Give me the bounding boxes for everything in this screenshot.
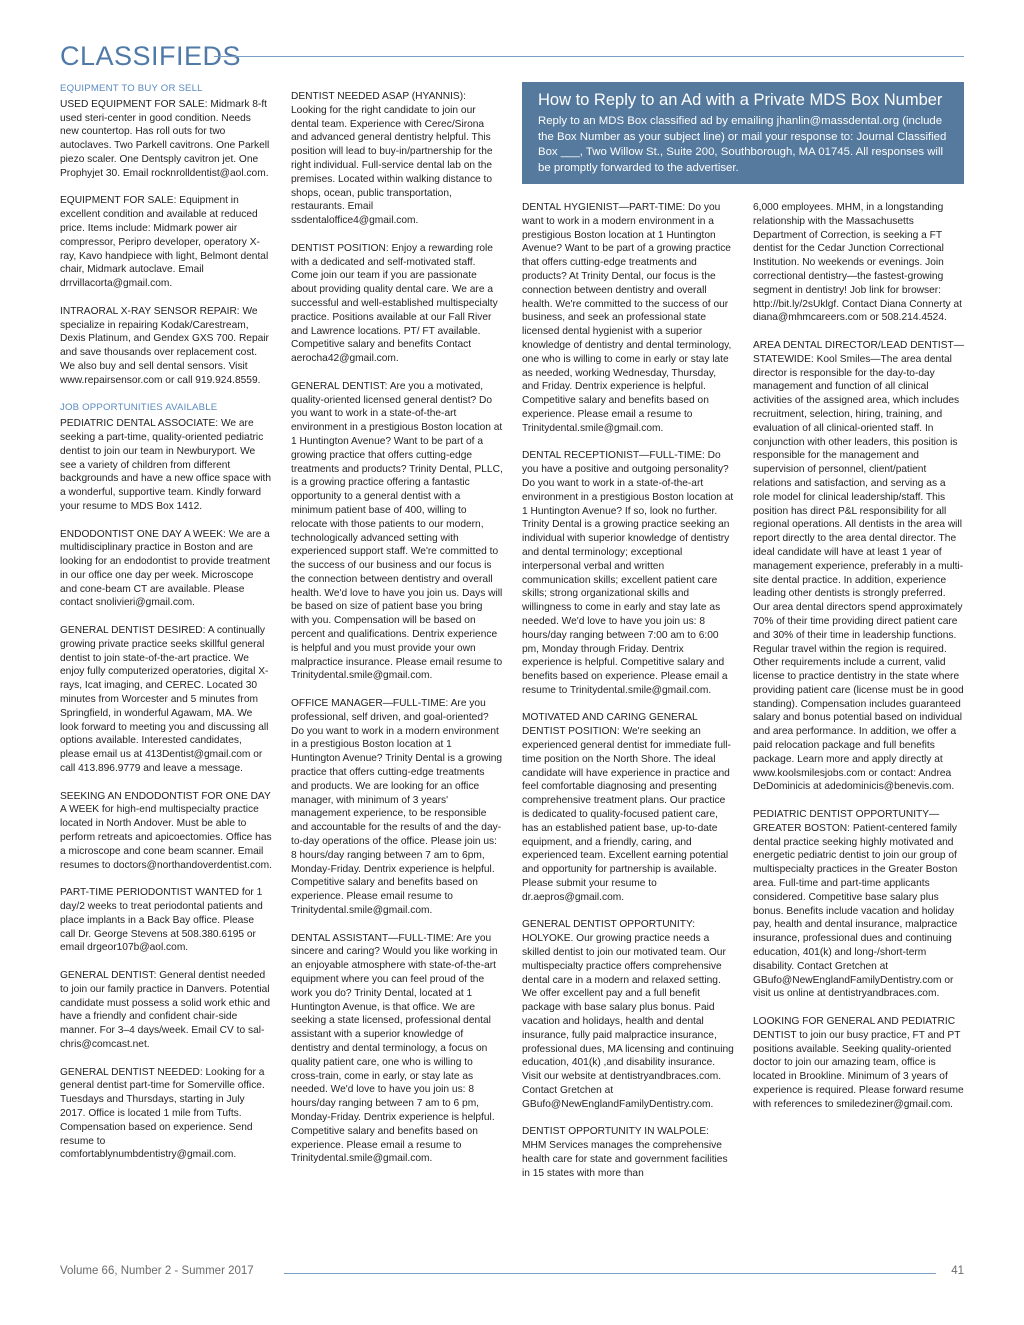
ads-equipment	[60, 98, 272, 388]
classified-ad	[522, 449, 734, 697]
classified-ad	[753, 201, 965, 325]
footer-rule	[284, 1273, 936, 1274]
ad-title: GENERAL DENTIST DESIRED:	[60, 625, 206, 637]
column-3	[522, 201, 734, 1194]
section-heading-jobs: JOB OPPORTUNITIES AVAILABLE	[60, 402, 218, 414]
ad-body: Midmark 8-ft used steri-center in good condition. Needs new countertop. Has roll outs for two autoclaves. Two Parkell cavitrons. One Parkell piezo scaler. One Dentsply cavitron jet. One Prophyjet 30. Email rocknrolldentist@aol.com.	[60, 98, 270, 179]
ad-body: Do you have a positive and outgoing personality? Do you want to work in a state-of-the-art environment in a prestigious Boston location at 1 Huntington Avenue? If so, look no further. Trinity Dental is a growing practice seeking an individual with superior knowledge of dentistry and dental terminology; exceptional interpersonal verbal and written communication skills; excellent patient care skills; strong organizational skills and willingness to come in early and stay late as needed. We'd love to have you join us: 8 hours/day ranging between 7:00 am to 6:00 pm, Monday through Friday. Dentrix experience is helpful. Competitive salary and benefits based on experience. Please email a resume to Trinitydental.smile@gmail.com.	[522, 450, 734, 696]
ad-title: SEEKING AN ENDODONTIST FOR ONE DAY A WEEK	[60, 790, 271, 816]
page-header	[60, 40, 964, 74]
ad-title: ENDODONTIST ONE DAY A WEEK:	[60, 528, 226, 540]
ads-column-3	[522, 201, 734, 1181]
ad-title: PART-TIME PERIODONTIST WANTED	[60, 887, 240, 899]
ad-body: A continually growing private practice seeks skillful general dentist to join state-of-the-art practice. We enjoy fully computerized operatories, digital X-rays, Icat imaging, and CEREC. Located 30 minutes from Worcester and 5 minutes from Springfield, in wonderful Agawam, MA. We look forward to meeting you and discussing all options available. Interested candidates, please email us at 413Dentist@gmail.com or call 413.896.9779 and leave a message.	[60, 625, 269, 775]
ad-body: Equipment in excellent condition and available at reduced price. Items include: Midmark power air compressor, Peripro developer, operatory X-ray, Kavo handpiece with light, Belmont dental chair, Midmark autoclave. Email drrvillacorta@gmail.com.	[60, 195, 269, 290]
classified-ad	[291, 380, 503, 684]
classified-ad	[753, 339, 965, 794]
ads-jobs	[60, 417, 272, 1162]
ad-title: GENERAL DENTIST:	[291, 380, 388, 392]
column-2	[291, 90, 503, 1180]
page-number: 41	[951, 1265, 964, 1277]
classified-ad	[291, 242, 503, 366]
ad-body: Are you professional, self driven, and goal-oriented? Do you want to work in a modern environment in a prestigious Boston location at 1 Huntington Avenue? Trinity Dental is a growing practice that offers cutting-edge treatments and products. We are looking for an office manager, with minimum of 3 years' management experience, to be responsible and accountable for the results of and the day-to-day operations of the office. Please join us: 8 hours/day ranging between 7 am to 6pm, Monday-Friday. Dentrix experience is helpful. Competitive salary and benefits based on experience. Please email resume to Trinitydental.smile@gmail.com.	[291, 698, 503, 917]
classified-ad	[60, 790, 272, 873]
classified-ad	[522, 201, 734, 436]
ad-body: Enjoy a rewarding role with a dedicated and self-motivated staff. Come join our team if you are passionate about providing quality dental care. We are a successful and well-established multispecialty practice. Positions available at our Fall River and Lawrence locations. PT/ FT available. Competitive salary and benefits Contact aerocha42@gmail.com.	[291, 242, 498, 365]
issue-info: Volume 66, Number 2 - Summer 2017	[60, 1265, 254, 1277]
column-4	[753, 201, 965, 1125]
classified-ad	[60, 194, 272, 291]
ad-body: We specialize in repairing Kodak/Carestream, Dexis Platinum, and Gendex GXS 700. Repair and save thousands over replacement cost. We also buy and sell dental sensors. Visit www.repairsensor.com or call 919.924.8559.	[60, 305, 269, 386]
ad-title: EQUIPMENT FOR SALE:	[60, 195, 177, 207]
reply-info-box	[522, 82, 964, 184]
ad-body: We are a multidisciplinary practice in Boston and are looking for an endodontist to provide treatment in our office one day per week. Microscope and cone-beam CT are available. Please contact snolivieri@gmail.com.	[60, 528, 271, 609]
classified-ad	[60, 624, 272, 776]
ad-title: DENTIST NEEDED ASAP (HYANNIS):	[291, 91, 466, 102]
ad-title: GENERAL DENTIST NEEDED:	[60, 1066, 203, 1078]
ad-body: We are seeking a part-time, quality-oriented pediatric dentist to join our team in Newburyport. We see a variety of children from different backgrounds and have a new office space with a wonderful, supportive team. Kindly forward your resume to MDS Box 1412.	[60, 418, 272, 512]
classified-ad	[753, 808, 965, 1001]
ad-title: DENTAL ASSISTANT—FULL-TIME:	[291, 932, 454, 944]
ad-body: for high-end multispecialty practice located in North Andover. Must be able to perform retreats and apicoectomies. Office has a microscope and cone beam scanner. Email resumes to doctors@northandoverdentist.com.	[60, 804, 272, 871]
ad-body: to join our busy practice, FT and PT positions available. Seeking quality-oriented doctor to join our amazing team, office is located in Brookline. Minimum of 3 years of experience is required. Please forward resume with references to smiledeziner@gmail.com.	[753, 1029, 964, 1110]
column-1	[60, 82, 272, 1176]
ads-column-4	[753, 201, 965, 1112]
ad-body: Are you sincere and caring? Would you like working in an enjoyable atmosphere with state-of-the-art equipment where you can feel proud of the work you do? Trinity Dental, located at 1 Huntington Avenue, is that office. We are seeking a state licensed, professional dental assistant with a superior knowledge of dentistry and dental terminology, a focus on quality patient care, one who is willing to cross-train, come in early, or stay late as needed. We'd love to have you join us: 8 hours/day ranging between 7 am to 6 pm, Monday-Friday. Dentrix experience is helpful. Competitive salary and benefits based on experience. Please email a resume to Trinitydental.smile@gmail.com.	[291, 932, 498, 1165]
ad-title: DENTAL RECEPTIONIST—FULL-TIME:	[522, 450, 705, 462]
header-rule	[214, 56, 964, 57]
classified-ad	[291, 932, 503, 1167]
classified-ad	[291, 697, 503, 918]
classified-ad	[60, 528, 272, 611]
ad-body: We're seeking an experienced general dentist for immediate full-time position on the North Shore. The ideal candidate will have experience in practice and feel comfortable diagnosing and presenting comprehensive treatment plans. Our practice is dedicated to quality-focused patient care, has an established patient base, up-to-date equipment, and a friendly, caring, and experienced team. Excellent earning potential and opportunity for partnership is available. Please submit your resume to dr.aepros@gmail.com.	[522, 726, 731, 903]
ad-title: GENERAL DENTIST:	[60, 970, 157, 981]
page-title: CLASSIFIEDS	[60, 41, 242, 71]
classified-ad	[60, 886, 272, 955]
ad-body: Do you want to work in a modern environment in a prestigious Boston location at 1 Huntington Avenue? Want to be part of a growing practice that offers cutting-edge treatments and products? At Trinity Dental, our focus is the connection between dentistry and overall health. We're committed to the success of our business, and seek an professional state licensed dental hygienist with a superior knowledge of dentistry and dental terminology, one who is willing to come in early or stay late as needed, working Wednesday, Thursday, and Friday. Dentrix experience is helpful. Competitive salary and benefits based on experience. Please email a resume to Trinitydental.smile@gmail.com.	[522, 202, 732, 434]
ad-body: General dentist needed to join our family practice in Danvers. Potential candidate must possess a solid work ethic and have a friendly and confident chair-side manner. For 3–4 days/week. Email CV to sal-chris@comcast.net.	[60, 970, 271, 1050]
classified-ad	[60, 417, 272, 514]
ad-title: AREA DENTAL DIRECTOR/LEAD DENTIST—STATEWIDE:	[753, 339, 964, 365]
ad-body: Looking for the right candidate to join our dental team. Experience with Cerec/Sirona and advanced general dentistry helpful. This position will lead to buy-in/partnership for the right individual. Full-service dental lab on the premises. Located within walking distance to shops, ocean, public transportation, restaurants. Email ssdentaloffice4@gmail.com.	[291, 104, 493, 227]
classified-ad	[291, 90, 503, 228]
reply-box-text: Reply to an MDS Box classified ad by emailing jhanlin@massdental.org (include the Box Number as your subject line) or mail your response to: Journal Classified Box ___, Two Willow St., Suite 200, Southborough, MA 01745. All responses will be promptly forwarded to the advertiser.	[538, 115, 947, 174]
ad-title: PEDIATRIC DENTIST OPPORTUNITY—GREATER BOSTON:	[753, 809, 940, 834]
ad-title: GENERAL DENTIST OPPORTUNITY: HOLYOKE.	[522, 919, 696, 945]
ad-body: for 1 day/2 weeks to treat periodontal patients and place implants in a Back Bay office. Please call Dr. George Stevens at 508.380.6195 or email drgeor107b@aol.com.	[60, 887, 263, 954]
ad-title: USED EQUIPMENT FOR SALE:	[60, 98, 208, 110]
ad-title: MOTIVATED AND CARING GENERAL DENTIST POSITION:	[522, 712, 698, 738]
ad-title: DENTIST OPPORTUNITY IN WALPOLE:	[522, 1126, 709, 1138]
classified-ad	[60, 1066, 272, 1163]
ad-title: DENTAL HYGIENIST—PART-TIME:	[522, 202, 686, 213]
ad-body: Our growing practice needs a skilled dentist to join our motivated team. Our multispecialty practice offers comprehensive dental care in a modern and relaxed setting. We offer excellent pay and a full benefit package with base salary plus bonus. Paid vacation and holidays, health and dental insurance, fully paid malpractice insurance, professional dues, MA licensing and continuing education, 401(k) ,and disability insurance. Visit our website at dentistryandbraces.com. Contact Gretchen at GBufo@NewEnglandFamilyDentistry.com.	[522, 933, 734, 1110]
section-heading-equipment: EQUIPMENT TO BUY OR SELL	[60, 83, 203, 94]
classified-ad	[753, 1015, 965, 1112]
ad-body: Are you a motivated, quality-oriented licensed general dentist? Do you want to work in a state-of-the-art environment in a prestigious Boston location at 1 Huntington Avenue? Want to be part of a growing practice that offers cutting-edge treatments and products? Trinity Dental, PLLC, is a growing practice offering a fantastic opportunity to a general dentist with a minimum patient base of 400, willing to relocate with those patients to our modern, technologically advanced setting with experienced support staff. We're committed to the success of our business and our focus is the connection between dentistry and overall health. We'd love to have you join us. Days will be based on size of patient base you bring with you. Compensation will be based on percent and qualifications. Dentrix experience is helpful and you must provide your own malpractice insurance. Please email resume to Trinitydental.smile@gmail.com.	[291, 380, 503, 682]
ad-body: Kool Smiles—The area dental director is responsible for the day-to-day management and function of all clinical activities of the assigned area, which includes recruitment, selection, hiring, training, and evaluation of all clinical-oriented staff. In conjunction with other leaders, this position is responsible for the management and supervision of personnel, client/patient relations and satisfaction, and serving as a role model for clinical leadership/staff. This position has direct P&L responsibility for all regional operations. All dentists in the area will report directly to the area dental director. The ideal candidate will have at least 1 year of management experience, preferably in a multi-site dental practice. In addition, experience leading other dentists is strongly preferred. Our area dental directors spend approximately 70% of their time providing direct patient care and 30% of their time in leadership functions. Regular travel within the region is required. Other requirements include a current, valid license to practice dentistry in the state where providing patient care (license must be in good standing). Compensation includes guaranteed salary and bonus potential based on individual and area performance. In addition, we offer a paid relocation package and full benefits package. Learn more and apply directly at www.koolsmilesjobs.com or contact: Andrea DeDominicis at adedominicis@benevis.com.	[753, 353, 964, 793]
ad-title: PEDIATRIC DENTAL ASSOCIATE:	[60, 418, 219, 430]
page-footer	[60, 1265, 964, 1281]
ad-title: OFFICE MANAGER—FULL-TIME:	[291, 698, 449, 710]
ad-title: DENTIST POSITION:	[291, 242, 389, 254]
classified-ad	[522, 711, 734, 904]
reply-box-heading: How to Reply to an Ad with a Private MDS Box Number	[538, 91, 943, 109]
classified-ad	[60, 98, 272, 181]
ad-title: INTRAORAL X-RAY SENSOR REPAIR:	[60, 305, 240, 317]
ad-body: Looking for a general dentist part-time for Somerville office. Tuesdays and Thursdays, starting in July 2017. Office is located 1 mile from Tufts. Compensation based on experience. Send resume to comfortablynumbdentistry@gmail.com.	[60, 1066, 265, 1161]
classified-ad	[522, 918, 734, 1111]
ad-title: LOOKING FOR GENERAL AND PEDIATRIC DENTIST	[753, 1016, 956, 1041]
classified-ad	[60, 305, 272, 388]
ad-body: Patient-centered family dental practice seeking highly motivated and energetic pediatric dentist to join our group of multispecialty practices in the Greater Boston area. Full-time and part-time applicants considered. Competitive base salary plus bonus. Benefits include vacation and holiday pay, health and dental insurance, malpractice insurance, professional dues and continuing education, 401(k) and long-/short-term disability. Contact Gretchen at GBufo@NewEnglandFamilyDentistry.com or visit us online at dentistryandbraces.com.	[753, 822, 958, 1000]
ad-body: 6,000 employees. MHM, in a longstanding relationship with the Massachusetts Department of Correction, is seeking a FT dentist for the Cedar Junction Correctional Institution. No weekends or evenings. Join correctional dentistry—the fastest-growing segment in dentistry! Job link for browser: http://bit.ly/2sUklgf. Contact Diana Connerty at diana@mhmcareers.com or 508.214.4524.	[753, 202, 962, 324]
classified-ad	[522, 1125, 734, 1180]
ad-body: MHM Services manages the comprehensive health care for state and government facilities in 15 states with more than	[522, 1140, 728, 1179]
ads-column-2	[291, 90, 503, 1166]
classified-ad	[60, 969, 272, 1052]
